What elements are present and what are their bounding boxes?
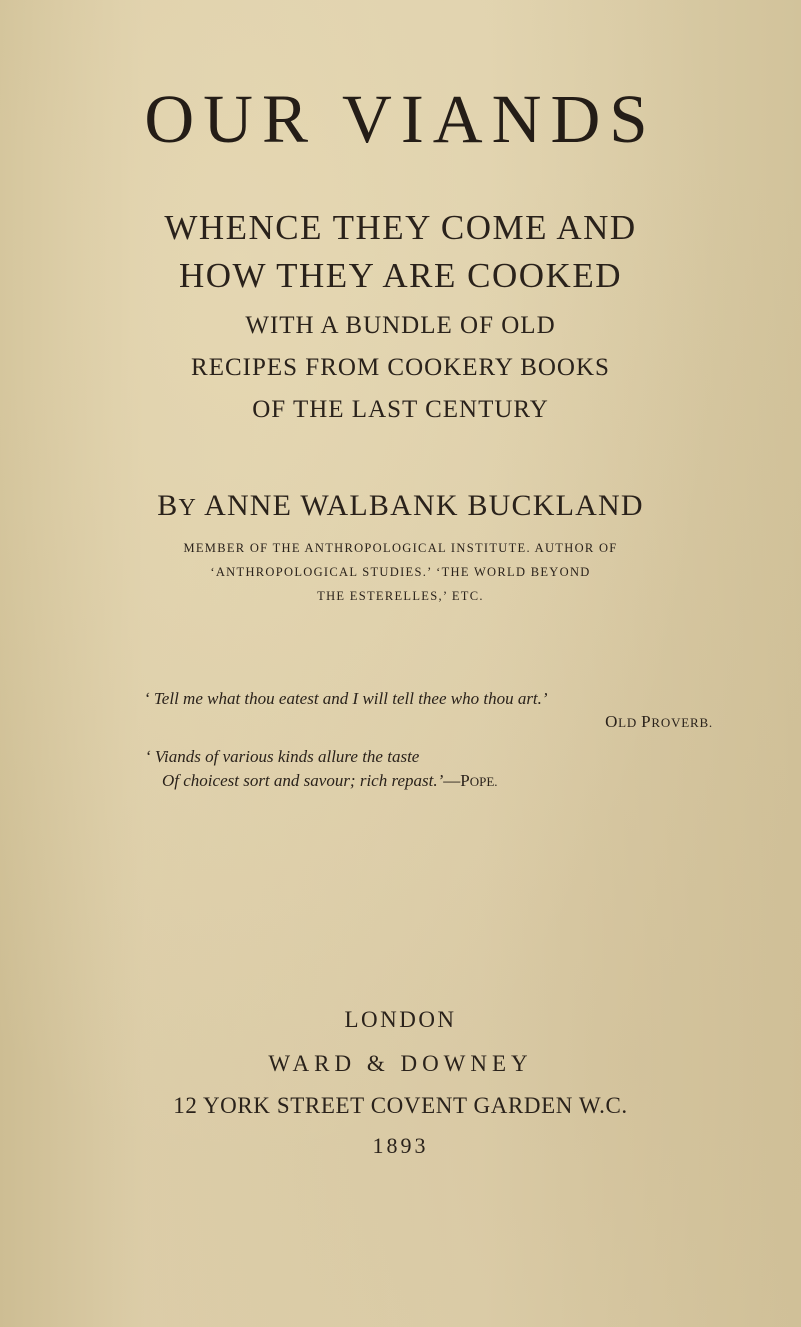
- attr-cap-p: P: [641, 712, 652, 731]
- epigraph-attribution-1: [605, 711, 713, 734]
- credentials-line-2: ‘ANTHROPOLOGICAL STUDIES.’ ‘THE WORLD BEYOND: [210, 565, 591, 579]
- imprint-address: 12 YORK STREET COVENT GARDEN W.C.: [173, 1093, 628, 1118]
- imprint-year: 1893: [372, 1133, 429, 1158]
- subtitle-line-2: HOW THEY ARE COOKED: [179, 256, 622, 295]
- attr-cap-o: O: [605, 712, 619, 731]
- recipes-line-3: OF THE LAST CENTURY: [252, 396, 549, 423]
- recipes-line-2: RECIPES FROM COOKERY BOOKS: [191, 354, 610, 381]
- imprint-publisher: WARD & DOWNEY: [268, 1051, 533, 1076]
- credentials-line-3: THE ESTERELLES,’ ETC.: [317, 589, 484, 603]
- pope-small: OPE.: [469, 774, 498, 789]
- recipes-line-1: WITH A BUNDLE OF OLD: [245, 312, 556, 339]
- quote-2-dash: —: [443, 771, 461, 790]
- epigraph-quote-1: ‘ Tell me what thou eatest and I will tell thee who thou art.’: [144, 689, 548, 708]
- pope-cap: P: [460, 771, 470, 790]
- credentials-line-1: MEMBER OF THE ANTHROPOLOGICAL INSTITUTE. AUTHOR OF: [183, 541, 618, 555]
- attr-small-roverb: ROVERB.: [651, 715, 713, 730]
- epigraph-quote-2-line-1: ‘ Viands of various kinds allure the taste: [145, 747, 420, 766]
- imprint-city: LONDON: [344, 1007, 457, 1032]
- by-rest: Y: [178, 495, 198, 521]
- attr-small-ld: LD: [618, 715, 642, 730]
- author-name: ANNE WALBANK BUCKLAND: [204, 489, 644, 522]
- epigraph-quote-2-line-2: [162, 770, 762, 793]
- by-initial: B: [157, 489, 179, 522]
- quote-2-text: Of choicest sort and savour; rich repast.’: [162, 771, 444, 790]
- subtitle-line-1: WHENCE THEY COME AND: [164, 208, 637, 247]
- book-title: OUR VIANDS: [144, 81, 657, 157]
- author-line: [0, 488, 801, 526]
